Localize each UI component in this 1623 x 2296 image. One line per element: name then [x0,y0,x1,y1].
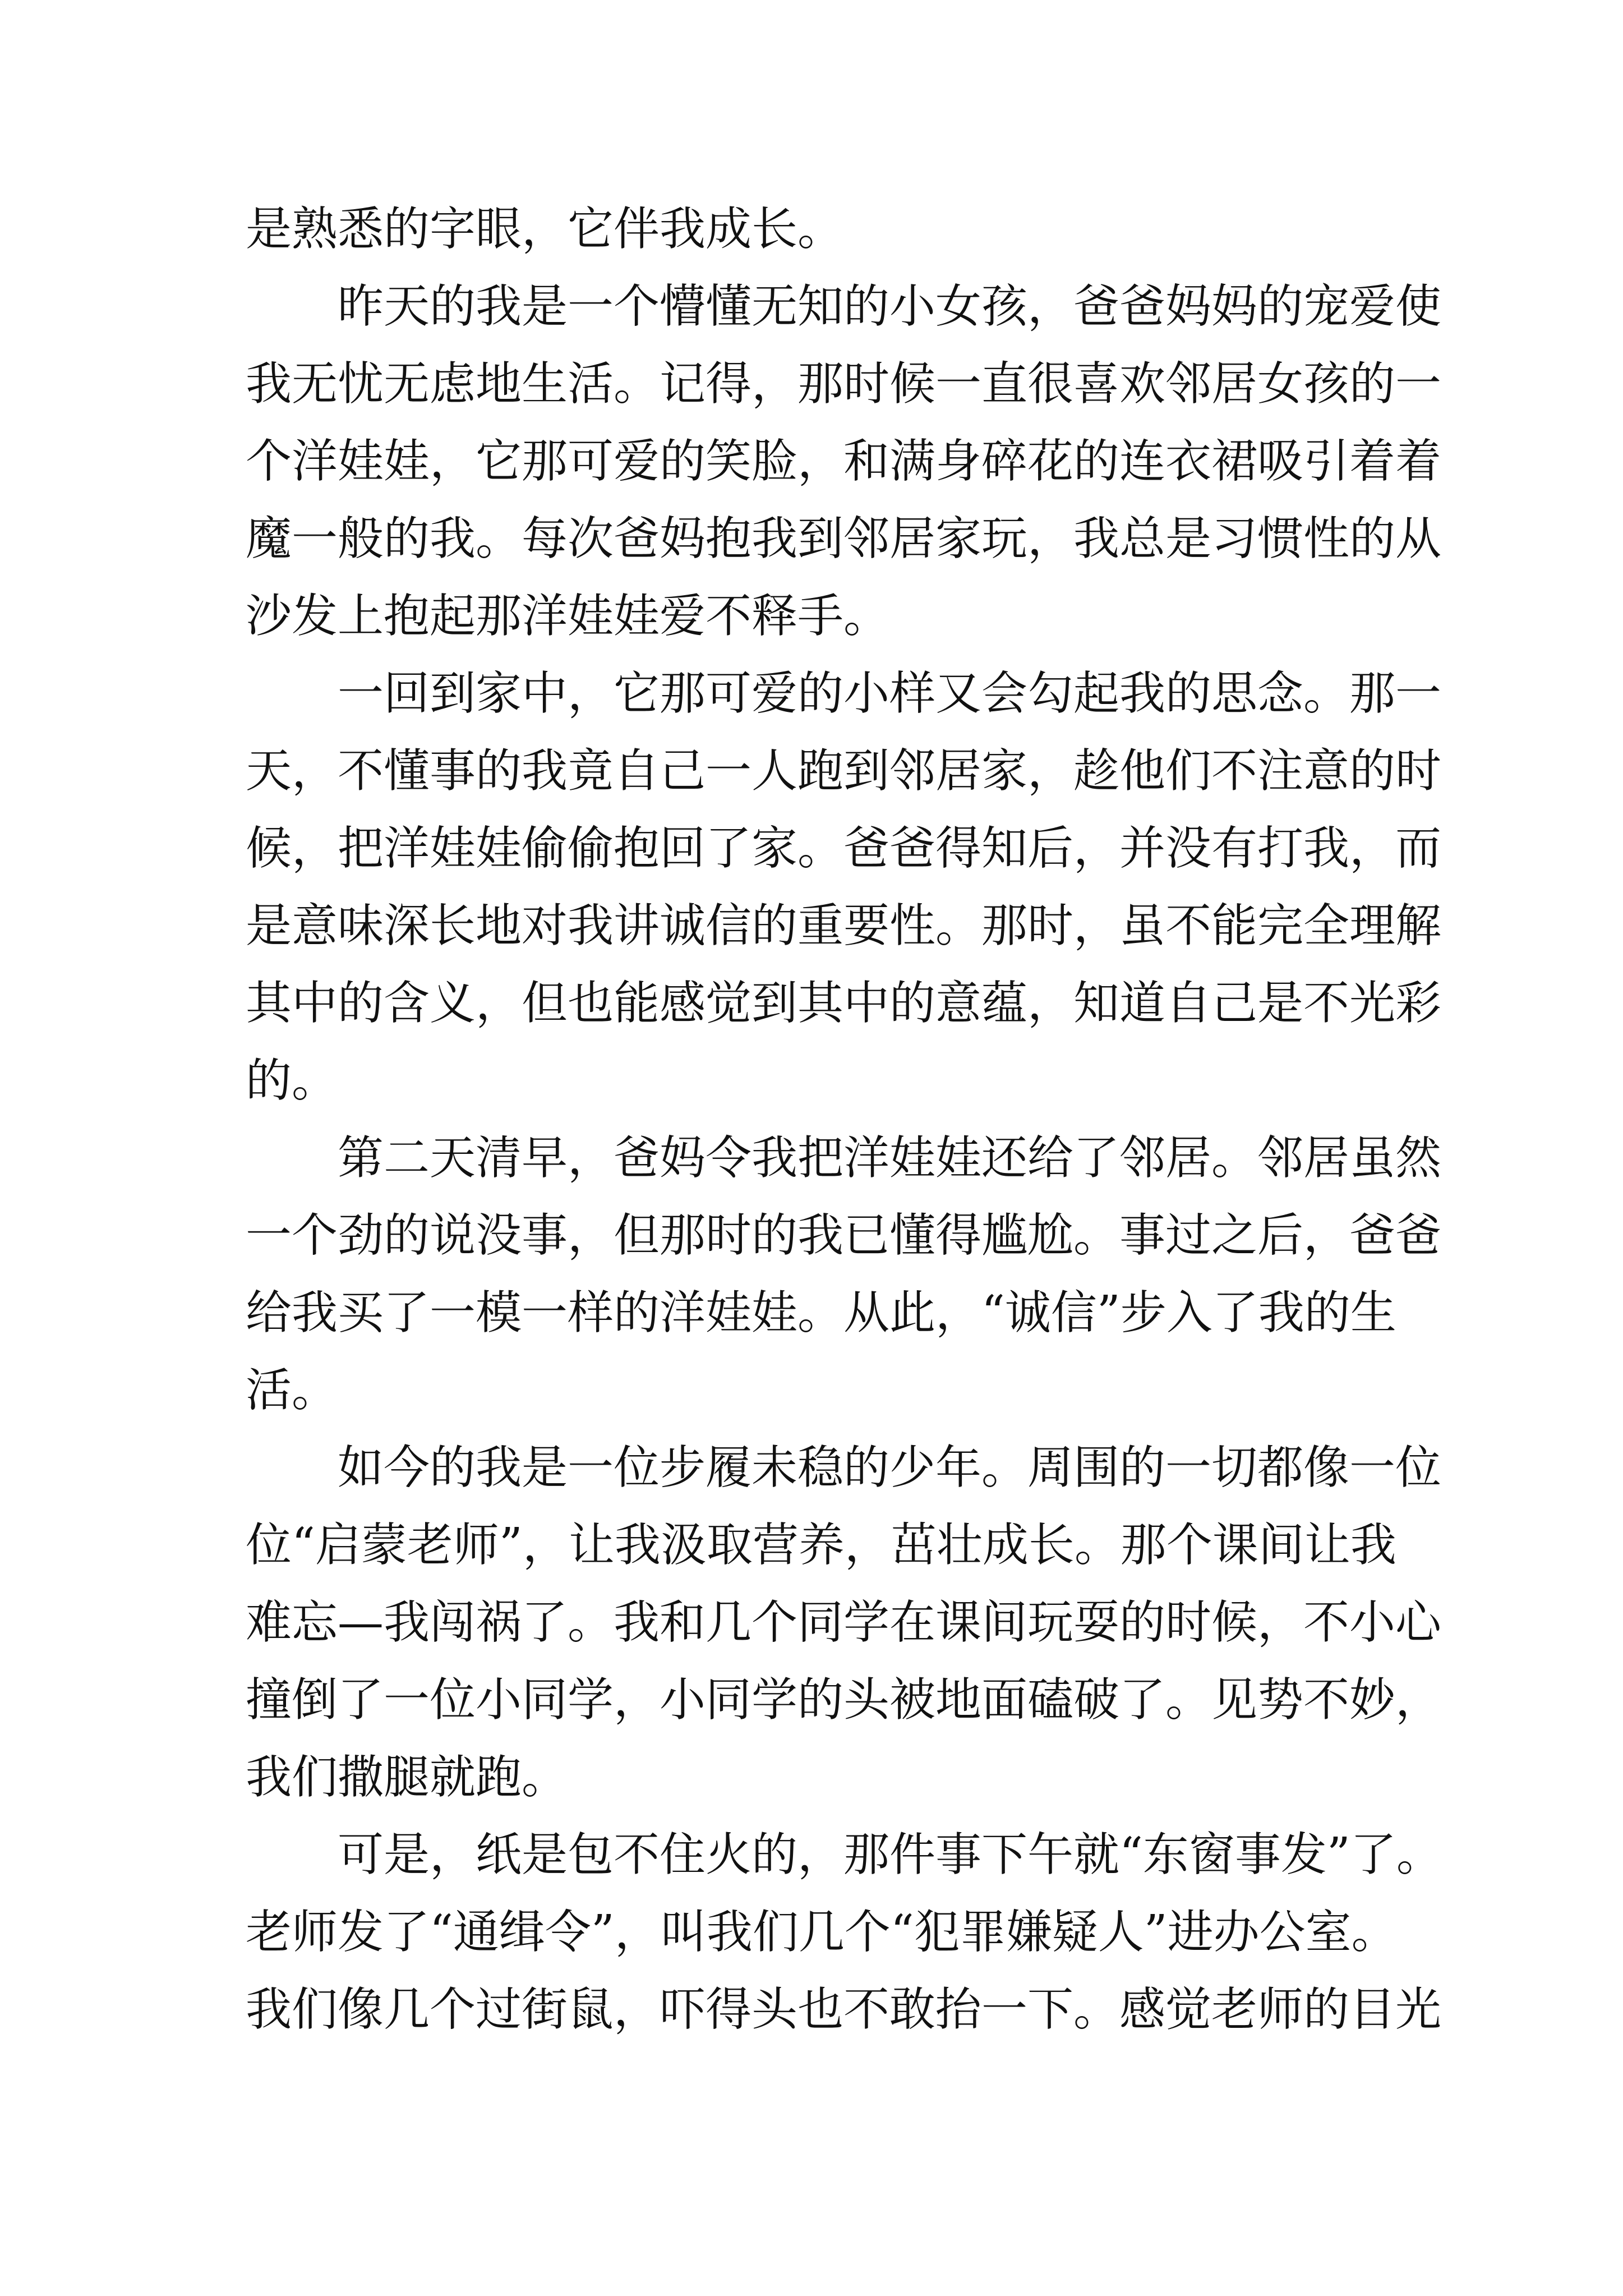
essay-body [246,191,1442,2049]
text-line: 魔一般的我。每次爸妈抱我到邻居家玩，我总是习惯性的从 [246,512,1442,565]
text-line: 个洋娃娃，它那可爱的笑脸，和满身碎花的连衣裙吸引着着 [246,435,1442,488]
text-line: 我无忧无虑地生活。记得，那时候一直很喜欢邻居女孩的一 [246,357,1442,411]
text-line: 位“启蒙老师”，让我汲取营养，茁壮成长。那个课间让我 [246,1519,1396,1572]
paragraph-first-line: 昨天的我是一个懵懂无知的小女孩，爸爸妈妈的宠爱使 [338,280,1442,333]
text-line: 我们撒腿就跑。 [246,1751,568,1804]
text-line: 我们像几个过街鼠，吓得头也不敢抬一下。感觉老师的目光 [246,1983,1442,2036]
paragraph-first-line: 第二天清早，爸妈令我把洋娃娃还给了邻居。邻居虽然 [338,1131,1442,1185]
paragraph-first-line: 一回到家中，它那可爱的小样又会勾起我的思念。那一 [338,667,1442,720]
text-line: 沙发上抱起那洋娃娃爱不释手。 [246,590,890,643]
paragraph-first-line: 如今的我是一位步履未稳的少年。周围的一切都像一位 [338,1441,1442,1494]
text-line: 候，把洋娃娃偷偷抱回了家。爸爸得知后，并没有打我，而 [246,822,1442,875]
text-line: 是熟悉的字眼，它伴我成长。 [246,203,844,256]
text-line: 给我买了一模一样的洋娃娃。从此，“诚信”步入了我的生 [246,1286,1396,1340]
text-line: 难忘—我闯祸了。我和几个同学在课间玩耍的时候，不小心 [246,1596,1442,1649]
text-line: 其中的含义，但也能感觉到其中的意蕴，知道自己是不光彩 [246,977,1442,1030]
text-line: 撞倒了一位小同学，小同学的头被地面磕破了。见势不妙， [246,1673,1442,1727]
text-line: 的。 [246,1054,338,1107]
text-line: 老师发了“通缉令”，叫我们几个“犯罪嫌疑人”进办公室。 [246,1906,1398,1959]
text-line: 天，不懂事的我竟自己一人跑到邻居家，趁他们不注意的时 [246,744,1442,798]
paragraph-first-line: 可是，纸是包不住火的，那件事下午就“东窗事发”了。 [338,1828,1442,1881]
text-line: 是意味深长地对我讲诚信的重要性。那时，虽不能完全理解 [246,899,1442,953]
text-line: 活。 [246,1364,338,1417]
text-line: 一个劲的说没事，但那时的我已懂得尴尬。事过之后，爸爸 [246,1209,1442,1262]
